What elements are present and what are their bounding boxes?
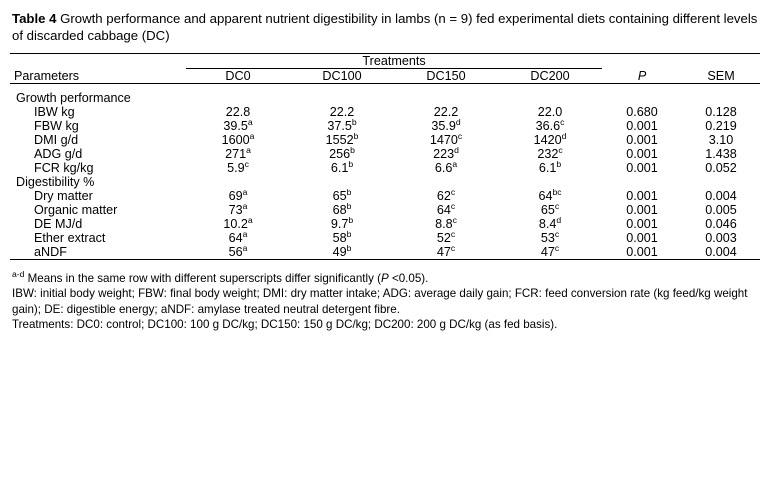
footnote-significance-text-1: Means in the same row with different superscripts differ significantly (: [24, 271, 381, 285]
value-superscript: b: [353, 130, 359, 141]
cell-value: 65$^b$: [332, 186, 352, 203]
table-caption-label: Table 4: [12, 11, 57, 26]
cell-p-value: 0.001: [626, 216, 658, 231]
row-label: Organic matter: [34, 202, 118, 217]
row-label: aNDF: [34, 244, 67, 259]
cell-value: 47$^c$: [436, 242, 456, 259]
cell-value: 69$^a$: [228, 186, 248, 203]
header-treatment-dc100: DC100: [322, 68, 362, 83]
cell-value: 49$^b$: [332, 242, 352, 259]
cell-value: 1552$^b$: [325, 130, 359, 147]
value-superscript: a: [242, 242, 248, 253]
cell-value: $64^{bc}$: [538, 186, 562, 203]
footnote-significance: [12, 268, 760, 286]
table-row: [10, 119, 760, 133]
value-superscript: b: [556, 158, 562, 169]
cell-p-value: 0.001: [626, 188, 658, 203]
value-superscript: b: [346, 200, 352, 211]
value-superscript: b: [346, 228, 352, 239]
row-label: FCR kg/kg: [34, 160, 94, 175]
header-treatments: Treatments: [186, 53, 602, 68]
cell-value: 1600$^a$: [221, 130, 255, 147]
row-label: FBW kg: [34, 118, 79, 133]
cell-sem: 0.003: [705, 230, 737, 245]
value-superscript: b: [348, 214, 354, 225]
cell-sem: 0.004: [705, 188, 737, 203]
cell-value: 22.8: [225, 104, 251, 119]
cell-sem: 0.046: [705, 216, 737, 231]
row-label: DE MJ/d: [34, 216, 83, 231]
cell-value: 62$^c$: [436, 186, 456, 203]
cell-value: 73$^a$: [228, 200, 248, 217]
cell-value: 6.6$^a$: [434, 158, 458, 175]
cell-sem: 0.128: [705, 104, 737, 119]
cell-value: 1420$^d$: [533, 130, 567, 147]
value-superscript: a: [246, 144, 251, 155]
table-body: [10, 53, 760, 267]
cell-value: 65$^c$: [540, 200, 560, 217]
cell-value: 22.0: [537, 104, 563, 119]
value-superscript: d: [561, 130, 567, 141]
value-superscript: c: [554, 228, 560, 239]
table-row: [10, 133, 760, 147]
cell-value: 6.1$^b$: [330, 158, 354, 175]
cell-p-value: 0.680: [626, 104, 658, 119]
value-superscript: d: [556, 214, 562, 225]
table-bottom-rule: [10, 259, 760, 267]
header-treatment-dc200: DC200: [530, 68, 570, 83]
table-row: [10, 231, 760, 245]
cell-value: 271$^a$: [225, 144, 251, 161]
row-label: ADG g/d: [34, 146, 83, 161]
cell-value: 52$^c$: [436, 228, 456, 245]
cell-p-value: 0.001: [626, 244, 658, 259]
cell-value: 9.7$^b$: [330, 214, 354, 231]
cell-value: 64$^c$: [436, 200, 456, 217]
table-row: [10, 245, 760, 260]
cell-sem: 0.052: [705, 160, 737, 175]
cell-value: 35.9$^d$: [431, 116, 461, 133]
cell-value: 8.4$^d$: [538, 214, 562, 231]
cell-value: 256$^b$: [329, 144, 355, 161]
value-superscript: b: [346, 186, 352, 197]
cell-value: 47$^c$: [540, 242, 560, 259]
value-superscript: a: [247, 214, 253, 225]
header-rule: [10, 83, 760, 91]
cell-value: 1470$^c$: [429, 130, 463, 147]
row-label: DMI g/d: [34, 132, 79, 147]
cell-p-value: 0.001: [626, 230, 658, 245]
header-treatment-dc0: DC0: [225, 68, 251, 83]
cell-sem: 0.219: [705, 118, 737, 133]
footnote-abbreviations: IBW: initial body weight; FBW: final body weight; DMI: dry matter intake; ADG: average daily gain; FCR: feed conversion rate (kg feed/kg weight gain); DE: digestible energy; aNDF: amylase treated neutral detergent fibre.: [12, 287, 748, 316]
value-superscript: a: [242, 186, 248, 197]
value-superscript: c: [560, 116, 565, 127]
table-caption: [12, 10, 758, 45]
cell-p-value: 0.001: [626, 118, 658, 133]
value-superscript: a: [242, 200, 248, 211]
cell-p-value: 0.001: [626, 146, 658, 161]
cell-sem: 1.438: [705, 146, 737, 161]
value-superscript: c: [450, 242, 456, 253]
table-section-header: [10, 175, 760, 189]
header-parameters: Parameters: [10, 53, 186, 83]
cell-value: 6.1$^b$: [538, 158, 562, 175]
value-superscript: c: [457, 130, 463, 141]
cell-value: 64$^a$: [228, 228, 248, 245]
value-superscript: c: [554, 200, 560, 211]
cell-sem: 0.005: [705, 202, 737, 217]
table-row: [10, 189, 760, 203]
value-superscript: d: [455, 116, 461, 127]
table-header-row: [10, 53, 760, 68]
table-caption-text: Growth performance and apparent nutrient digestibility in lambs (n = 9) fed experimental diets containing different levels of discarded cabbage (DC): [12, 11, 758, 44]
cell-value: 22.2: [433, 104, 459, 119]
value-superscript: d: [454, 144, 459, 155]
table-row: [10, 217, 760, 231]
header-treatment-dc150: DC150: [426, 68, 466, 83]
cell-value: 223$^d$: [433, 144, 459, 161]
footnote-p-italic: P: [380, 271, 389, 285]
cell-p-value: 0.001: [626, 132, 658, 147]
cell-value: 53$^c$: [540, 228, 560, 245]
row-label: Dry matter: [34, 188, 93, 203]
value-superscript: b: [350, 144, 355, 155]
header-p-value: P: [602, 53, 682, 83]
table-row: [10, 147, 760, 161]
cell-value: 68$^b$: [332, 200, 352, 217]
row-label: Ether extract: [34, 230, 106, 245]
cell-value: 232$^c$: [537, 144, 563, 161]
footnote-significance-text-2: <0.05).: [388, 271, 429, 285]
value-superscript: c: [452, 214, 457, 225]
value-superscript: b: [346, 242, 352, 253]
table-section-header: [10, 91, 760, 105]
section-title: Digestibility %: [16, 174, 95, 189]
value-superscript: c: [450, 228, 456, 239]
table-row: [10, 105, 760, 119]
header-sem: SEM: [682, 53, 760, 83]
value-superscript: c: [450, 186, 456, 197]
value-superscript: c: [450, 200, 456, 211]
value-superscript: c: [554, 242, 560, 253]
section-title: Growth performance: [16, 90, 131, 105]
cell-p-value: 0.001: [626, 160, 658, 175]
value-superscript: c: [244, 158, 249, 169]
cell-p-value: 0.001: [626, 202, 658, 217]
cell-value: 37.5$^b$: [327, 116, 357, 133]
footnote-superscript-key: a-d: [12, 268, 25, 279]
cell-value: 8.8$^c$: [435, 214, 457, 231]
table-row: [10, 161, 760, 175]
row-label: IBW kg: [34, 104, 75, 119]
value-superscript: a: [247, 116, 253, 127]
cell-value: 39.5$^a$: [223, 116, 253, 133]
value-superscript: bc: [552, 186, 562, 197]
footnote-treatments: Treatments: DC0: control; DC100: 100 g DC/kg; DC150: 150 g DC/kg; DC200: 200 g DC/kg (as fed basis).: [12, 318, 558, 332]
cell-value: 10.2$^a$: [223, 214, 253, 231]
cell-value: 56$^a$: [228, 242, 248, 259]
cell-sem: 3.10: [708, 132, 734, 147]
cell-value: 58$^b$: [332, 228, 352, 245]
cell-sem: 0.004: [705, 244, 737, 259]
value-superscript: b: [348, 158, 354, 169]
table-row: [10, 203, 760, 217]
cell-value: 5.9$^c$: [227, 158, 249, 175]
results-table: [10, 53, 760, 267]
value-superscript: c: [558, 144, 563, 155]
value-superscript: a: [249, 130, 255, 141]
table-footnotes: [10, 268, 760, 333]
value-superscript: b: [351, 116, 357, 127]
cell-value: 22.2: [329, 104, 355, 119]
cell-value: 36.6$^c$: [535, 116, 565, 133]
value-superscript: a: [452, 158, 458, 169]
value-superscript: a: [242, 228, 248, 239]
